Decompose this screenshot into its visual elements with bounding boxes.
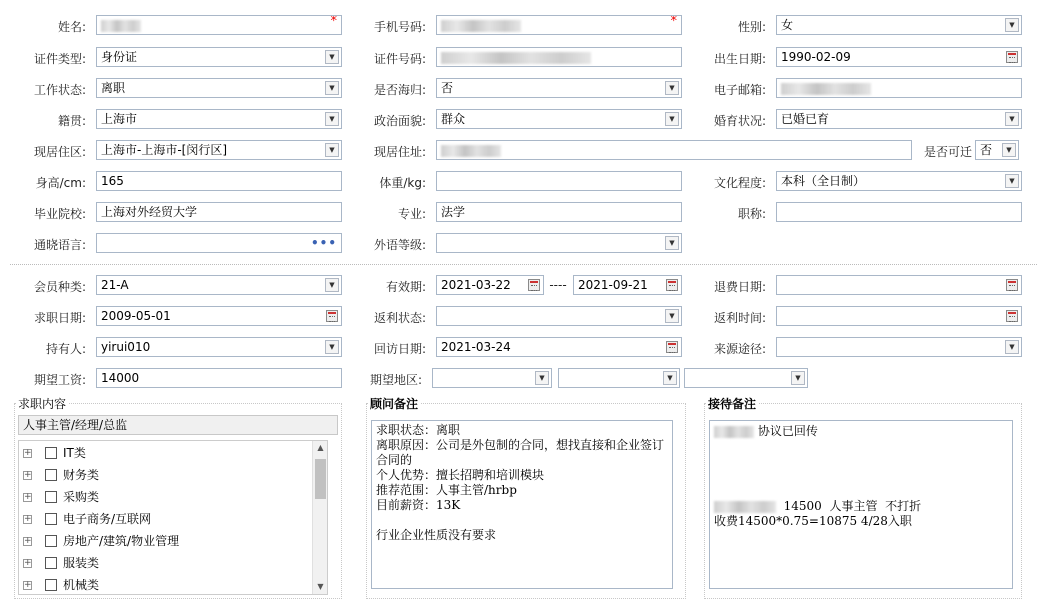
id-number-masked xyxy=(441,52,591,64)
expand-icon[interactable]: + xyxy=(24,448,32,458)
reception-note-line xyxy=(714,424,818,439)
salary-field[interactable] xyxy=(96,368,342,388)
scroll-down-icon[interactable]: ▼ xyxy=(317,582,324,591)
weight-label: 体重/kg: xyxy=(379,176,426,190)
chevron-down-icon[interactable]: ▼ xyxy=(1005,18,1019,32)
calendar-icon[interactable] xyxy=(666,279,678,291)
chevron-down-icon[interactable]: ▼ xyxy=(1005,174,1019,188)
holder-select[interactable] xyxy=(96,337,342,357)
chevron-down-icon[interactable]: ▼ xyxy=(791,371,805,385)
foreign-level-select[interactable] xyxy=(436,233,682,253)
expand-icon[interactable]: + xyxy=(24,470,32,480)
phone-label: 手机号码: xyxy=(373,20,426,34)
calendar-icon[interactable] xyxy=(666,341,678,353)
job-date-label: 求职日期: xyxy=(33,311,86,325)
holder-value: yirui010 xyxy=(101,340,151,354)
job-content-selected-value: 人事主管/经理/总监 xyxy=(23,418,128,432)
valid-from-value: 2021-03-22 xyxy=(441,278,511,292)
tree-scrollbar[interactable] xyxy=(312,441,327,594)
expand-icon[interactable]: + xyxy=(24,536,32,546)
chevron-down-icon[interactable]: ▼ xyxy=(325,278,339,292)
checkbox[interactable] xyxy=(45,513,57,525)
salary-label: 期望工资: xyxy=(33,373,86,387)
tree-item-real-estate[interactable] xyxy=(19,530,313,552)
chevron-down-icon[interactable]: ▼ xyxy=(665,81,679,95)
valid-period-label: 有效期: xyxy=(385,280,426,294)
job-content-title: 求职内容 xyxy=(18,397,67,411)
expand-icon[interactable]: + xyxy=(24,514,32,524)
chevron-down-icon[interactable]: ▼ xyxy=(1002,143,1016,157)
region-label: 期望地区: xyxy=(369,373,422,387)
refund-date-field[interactable] xyxy=(776,275,1022,295)
source-select[interactable] xyxy=(776,337,1022,357)
calendar-icon[interactable] xyxy=(1006,279,1018,291)
holder-label: 持有人: xyxy=(45,342,86,356)
rebate-time-field[interactable] xyxy=(776,306,1022,326)
region-city-select[interactable] xyxy=(558,368,680,388)
tree-item-machinery[interactable] xyxy=(19,574,313,595)
residence-address-label: 现居住址: xyxy=(373,145,426,159)
more-icon[interactable]: ••• xyxy=(310,236,337,250)
relocate-label: 是否可迁 xyxy=(923,145,972,159)
reception-note-textarea[interactable] xyxy=(709,420,1013,589)
returnee-select[interactable] xyxy=(436,78,682,98)
tree-item-it[interactable] xyxy=(19,442,313,464)
weight-field[interactable] xyxy=(436,171,682,191)
valid-to-field[interactable] xyxy=(573,275,682,295)
member-type-select[interactable] xyxy=(96,275,342,295)
reception-note-text: 协议已回传 xyxy=(757,424,818,438)
job-date-field[interactable] xyxy=(96,306,342,326)
height-value: 165 xyxy=(101,174,124,188)
email-label: 电子邮箱: xyxy=(713,83,766,97)
member-type-value: 21-A xyxy=(101,278,129,292)
title-label: 职称: xyxy=(737,207,766,221)
marital-label: 婚育状况: xyxy=(713,114,766,128)
relocate-value: 否 xyxy=(980,143,993,157)
id-number-label: 证件号码: xyxy=(373,52,426,66)
chevron-down-icon[interactable]: ▼ xyxy=(1005,340,1019,354)
language-label: 通晓语言: xyxy=(33,238,86,252)
source-label: 来源途径: xyxy=(713,342,766,356)
major-field[interactable] xyxy=(436,202,682,222)
expand-icon[interactable]: + xyxy=(24,492,32,502)
chevron-down-icon[interactable]: ▼ xyxy=(325,112,339,126)
tree-item-label: 服装类 xyxy=(63,556,100,570)
required-mark: * xyxy=(670,15,677,29)
consultant-note-title: 顾问备注 xyxy=(370,397,419,411)
returnee-label: 是否海归: xyxy=(373,83,426,97)
returnee-value: 否 xyxy=(441,81,454,95)
gender-label: 性别: xyxy=(737,20,766,34)
id-number-field[interactable] xyxy=(436,47,682,67)
chevron-down-icon[interactable]: ▼ xyxy=(665,309,679,323)
consultant-note-textarea[interactable]: 求职状态：离职 离职原因：公司是外包制的合同，想找直接和企业签订合同的 个人优势：擅长招聘和培训模块 推荐范围：人事主管/hrbp 目前薪资：13K 行业企业性质没有要求 xyxy=(371,420,673,589)
school-label: 毕业院校: xyxy=(33,207,86,221)
visit-date-label: 回访日期: xyxy=(373,342,426,356)
reception-note-text: 14500 人事主管 不打折 xyxy=(783,499,922,513)
chevron-down-icon[interactable]: ▼ xyxy=(325,143,339,157)
job-content-selected xyxy=(18,415,338,435)
tree-item-label: 电子商务/互联网 xyxy=(63,512,152,526)
foreign-level-label: 外语等级: xyxy=(373,238,426,252)
email-field[interactable] xyxy=(776,78,1022,98)
expand-icon[interactable]: + xyxy=(24,558,32,568)
rebate-time-label: 返利时间: xyxy=(713,311,766,325)
reception-note-line xyxy=(714,499,921,514)
section-divider xyxy=(10,264,1037,265)
relocate-select[interactable] xyxy=(975,140,1019,160)
reception-note-title: 接待备注 xyxy=(708,397,757,411)
expand-icon[interactable]: + xyxy=(24,580,32,590)
tree-item-label: IT类 xyxy=(63,446,86,460)
masked-name xyxy=(714,501,776,513)
tree-item-label: 财务类 xyxy=(63,468,100,482)
salary-value: 14000 xyxy=(101,371,140,385)
visit-date-value: 2021-03-24 xyxy=(441,340,511,354)
valid-to-value: 2021-09-21 xyxy=(578,278,648,292)
work-status-select[interactable] xyxy=(96,78,342,98)
name-field[interactable] xyxy=(96,15,342,35)
political-select[interactable] xyxy=(436,109,682,129)
native-place-select[interactable] xyxy=(96,109,342,129)
political-value: 群众 xyxy=(441,112,466,126)
masked-name xyxy=(714,426,754,438)
school-field[interactable] xyxy=(96,202,342,222)
checkbox[interactable] xyxy=(45,469,57,481)
valid-from-field[interactable] xyxy=(436,275,544,295)
height-label: 身高/cm: xyxy=(35,176,86,190)
chevron-down-icon[interactable]: ▼ xyxy=(665,112,679,126)
id-type-label: 证件类型: xyxy=(33,52,86,66)
checkbox[interactable] xyxy=(45,491,57,503)
checkbox[interactable] xyxy=(45,557,57,569)
residence-area-value: 上海市-上海市-[闵行区] xyxy=(101,143,228,157)
height-field[interactable] xyxy=(96,171,342,191)
date-range-separator: ---- xyxy=(549,278,567,292)
tree-item-finance[interactable] xyxy=(19,464,313,486)
education-select[interactable] xyxy=(776,171,1022,191)
id-type-value: 身份证 xyxy=(101,50,138,64)
name-label: 姓名: xyxy=(57,20,86,34)
chevron-down-icon[interactable]: ▼ xyxy=(325,50,339,64)
rebate-status-select[interactable] xyxy=(436,306,682,326)
chevron-down-icon[interactable]: ▼ xyxy=(665,236,679,250)
calendar-icon[interactable] xyxy=(326,310,338,322)
language-field[interactable] xyxy=(96,233,342,253)
gender-select[interactable] xyxy=(776,15,1022,35)
job-category-tree[interactable] xyxy=(18,440,328,595)
residence-address-field[interactable] xyxy=(436,140,912,160)
school-value: 上海对外经贸大学 xyxy=(101,205,198,219)
phone-value-masked xyxy=(441,20,521,32)
education-value: 本科（全日制） xyxy=(781,174,866,188)
tree-item-label: 采购类 xyxy=(63,490,100,504)
calendar-icon[interactable] xyxy=(1006,310,1018,322)
rebate-status-label: 返利状态: xyxy=(373,311,426,325)
tree-item-label: 机械类 xyxy=(63,578,100,592)
chevron-down-icon[interactable]: ▼ xyxy=(325,81,339,95)
checkbox[interactable] xyxy=(45,447,57,459)
chevron-down-icon[interactable]: ▼ xyxy=(663,371,677,385)
work-status-label: 工作状态: xyxy=(33,83,86,97)
native-place-value: 上海市 xyxy=(101,112,138,126)
work-status-value: 离职 xyxy=(101,81,126,95)
region-province-select[interactable] xyxy=(432,368,552,388)
education-label: 文化程度: xyxy=(713,176,766,190)
member-type-label: 会员种类: xyxy=(33,280,86,294)
major-value: 法学 xyxy=(441,205,466,219)
title-field[interactable] xyxy=(776,202,1022,222)
region-district-select[interactable] xyxy=(684,368,808,388)
gender-value: 女 xyxy=(781,18,794,32)
residence-area-label: 现居住区: xyxy=(33,145,86,159)
birth-date-value: 1990-02-09 xyxy=(781,50,851,64)
chevron-down-icon[interactable]: ▼ xyxy=(325,340,339,354)
birth-date-label: 出生日期: xyxy=(713,52,766,66)
residence-address-masked xyxy=(441,145,501,157)
email-masked xyxy=(781,83,871,95)
phone-field[interactable] xyxy=(436,15,682,35)
calendar-icon[interactable] xyxy=(528,279,540,291)
native-place-label: 籍贯: xyxy=(57,114,86,128)
tree-item-apparel[interactable] xyxy=(19,552,313,574)
residence-area-select[interactable] xyxy=(96,140,342,160)
required-mark: * xyxy=(330,15,337,29)
tree-item-purchasing[interactable] xyxy=(19,486,313,508)
birth-date-field[interactable] xyxy=(776,47,1022,67)
tree-item-label: 房地产/建筑/物业管理 xyxy=(63,534,180,548)
tree-item-ecommerce[interactable] xyxy=(19,508,313,530)
calendar-icon[interactable] xyxy=(1006,51,1018,63)
refund-date-label: 退费日期: xyxy=(713,280,766,294)
chevron-down-icon[interactable]: ▼ xyxy=(535,371,549,385)
major-label: 专业: xyxy=(397,207,426,221)
checkbox[interactable] xyxy=(45,535,57,547)
name-value-masked xyxy=(101,20,141,32)
visit-date-field[interactable] xyxy=(436,337,682,357)
job-date-value: 2009-05-01 xyxy=(101,309,171,323)
chevron-down-icon[interactable]: ▼ xyxy=(1005,112,1019,126)
marital-select[interactable] xyxy=(776,109,1022,129)
political-label: 政治面貌: xyxy=(373,114,426,128)
marital-value: 已婚已育 xyxy=(781,112,830,126)
scrollbar-thumb[interactable] xyxy=(315,459,326,499)
checkbox[interactable] xyxy=(45,579,57,591)
scroll-up-icon[interactable]: ▲ xyxy=(317,443,324,452)
reception-note-line: 收费14500*0.75=10875 4/28入职 xyxy=(714,514,912,528)
id-type-select[interactable] xyxy=(96,47,342,67)
